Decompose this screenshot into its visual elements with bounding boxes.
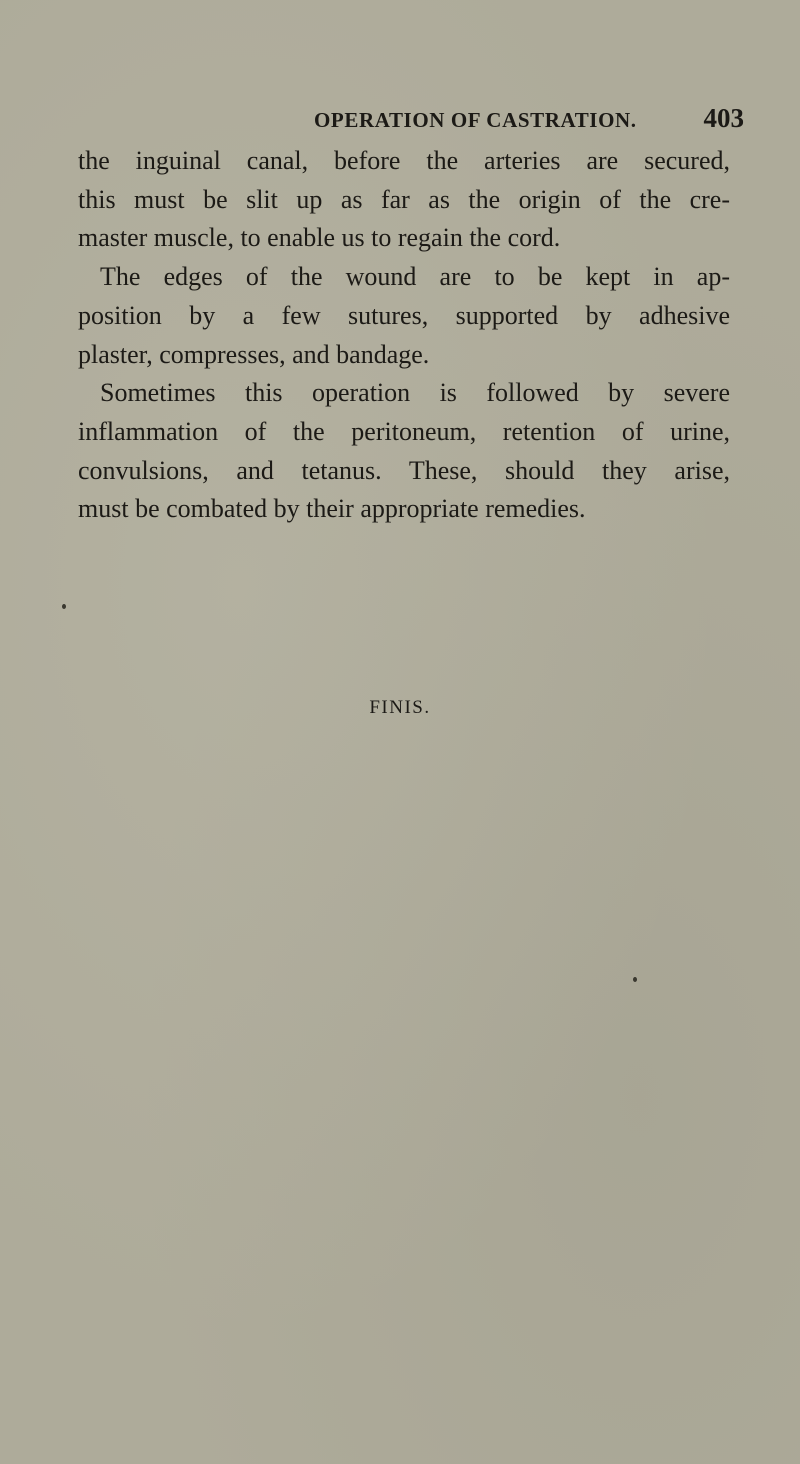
ink-speck — [62, 604, 66, 609]
text-line: master muscle, to enable us to regain the cord. — [78, 223, 561, 253]
body-text — [78, 142, 730, 529]
text-line: inflammation of the peritoneum, retention of urine, — [78, 416, 730, 446]
text-line: convulsions, and tetanus. These, should they arise, — [78, 455, 730, 485]
running-head — [60, 100, 744, 140]
text-line: position by a few sutures, supported by adhesive — [78, 300, 730, 330]
page-number: 403 — [703, 103, 744, 133]
finis-text: FINIS. — [369, 697, 431, 718]
text-line: must be combated by their appropriate remedies. — [78, 494, 586, 524]
text-line: The edges of the wound are to be kept in ap- — [100, 262, 730, 292]
running-title: OPERATION OF CASTRATION. — [314, 108, 637, 132]
text-line: plaster, compresses, and bandage. — [78, 339, 430, 369]
text-line: this must be slit up as far as the origin of the cre- — [78, 184, 730, 214]
text-line: Sometimes this operation is followed by severe — [100, 378, 730, 408]
ink-speck — [633, 977, 637, 982]
text-line: the inguinal canal, before the arteries are secured, — [78, 146, 730, 175]
